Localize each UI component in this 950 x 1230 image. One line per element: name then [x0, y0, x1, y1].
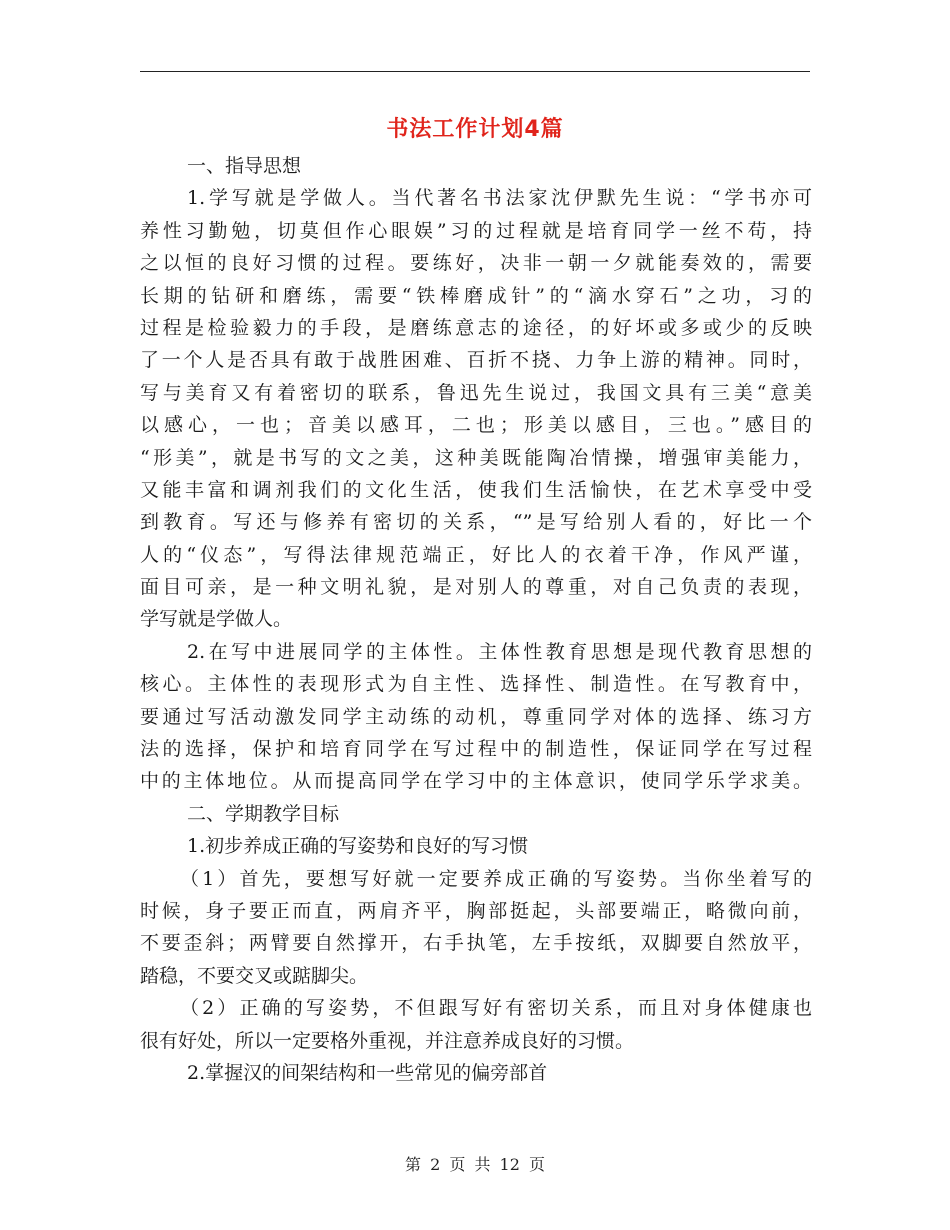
paragraph-line: 中的主体地位。从而提高同学在学习中的主体意识，使同学乐学求美。 [140, 770, 812, 793]
paragraph-line: （2）正确的写姿势，不但跟写好有密切关系，而且对身体健康也 [180, 997, 812, 1020]
paragraph-line: 核心。主体性的表现形式为自主性、选择性、制造性。在写教育中， [140, 673, 812, 696]
paragraph-line: 了一个人是否具有敢于战胜困难、百折不挠、力争上游的精神。同时， [140, 349, 812, 372]
paragraph-line: 1.学写就是学做人。当代著名书法家沈伊默先生说：“学书亦可 [187, 187, 812, 210]
paragraph-line: “形美”，就是书写的文之美，这种美既能陶冶情操，增强审美能力， [140, 446, 812, 469]
header-rule [140, 71, 810, 72]
paragraph-line: 之以恒的良好习惯的过程。要练好，决非一朝一夕就能奏效的，需要 [140, 252, 812, 275]
subsection-heading: 1.初步养成正确的写姿势和良好的写习惯 [187, 835, 529, 858]
paragraph-line: 很有好处，所以一定要格外重视，并注意养成良好的习惯。 [140, 1029, 635, 1052]
paragraph-line: 面目可亲，是一种文明礼貌，是对别人的尊重，对自己负责的表现， [140, 576, 812, 599]
paragraph-line: 过程是检验毅力的手段，是磨练意志的途径，的好坏或多或少的反映 [140, 316, 812, 339]
paragraph-line: 养性习勤勉，切莫但作心眼娱”习的过程就是培育同学一丝不苟，持 [140, 219, 812, 242]
paragraph-line: 要通过写活动激发同学主动练的动机，尊重同学对体的选择、练习方 [140, 705, 812, 728]
paragraph-line: 踏稳，不要交叉或踮脚尖。 [140, 964, 369, 987]
subsection-heading: 2.掌握汉的间架结构和一些常见的偏旁部首 [187, 1061, 548, 1084]
paragraph-line: 时候，身子要正而直，两肩齐平，胸部挺起，头部要端正，略微向前， [140, 899, 812, 922]
paragraph-line: 到教育。写还与修养有密切的关系，“”是写给别人看的，好比一个 [140, 511, 812, 534]
paragraph-line: 又能丰富和调剂我们的文化生活，使我们生活愉快，在艺术享受中受 [140, 478, 812, 501]
paragraph-line: 学写就是学做人。 [140, 608, 293, 631]
paragraph-line: 2.在写中进展同学的主体性。主体性教育思想是现代教育思想的 [187, 640, 812, 663]
paragraph-line: 法的选择，保护和培育同学在写过程中的制造性，保证同学在写过程 [140, 738, 812, 761]
page-number-footer: 第 2 页 共 12 页 [405, 1155, 545, 1174]
paragraph-line: 不要歪斜；两臂要自然撑开，右手执笔，左手按纸，双脚要自然放平， [140, 932, 812, 955]
paragraph-line: （1）首先，要想写好就一定要养成正确的写姿势。当你坐着写的 [180, 867, 812, 890]
paragraph-line: 以感心，一也；音美以感耳，二也；形美以感目，三也。”感目的 [140, 414, 812, 437]
paragraph-line: 长期的钻研和磨练，需要“铁棒磨成针”的“滴水穿石”之功，习的 [140, 284, 812, 307]
paragraph-line: 写与美育又有着密切的联系，鲁迅先生说过，我国文具有三美“意美 [140, 381, 812, 404]
paragraph-line: 人的“仪态”，写得法律规范端正，好比人的衣着干净，作风严谨， [140, 543, 812, 566]
section-heading-2: 二、学期教学目标 [187, 802, 340, 825]
document-title: 书法工作计划4篇 [386, 117, 564, 142]
document-body [140, 150, 812, 1089]
section-heading-1: 一、指导思想 [187, 155, 302, 177]
